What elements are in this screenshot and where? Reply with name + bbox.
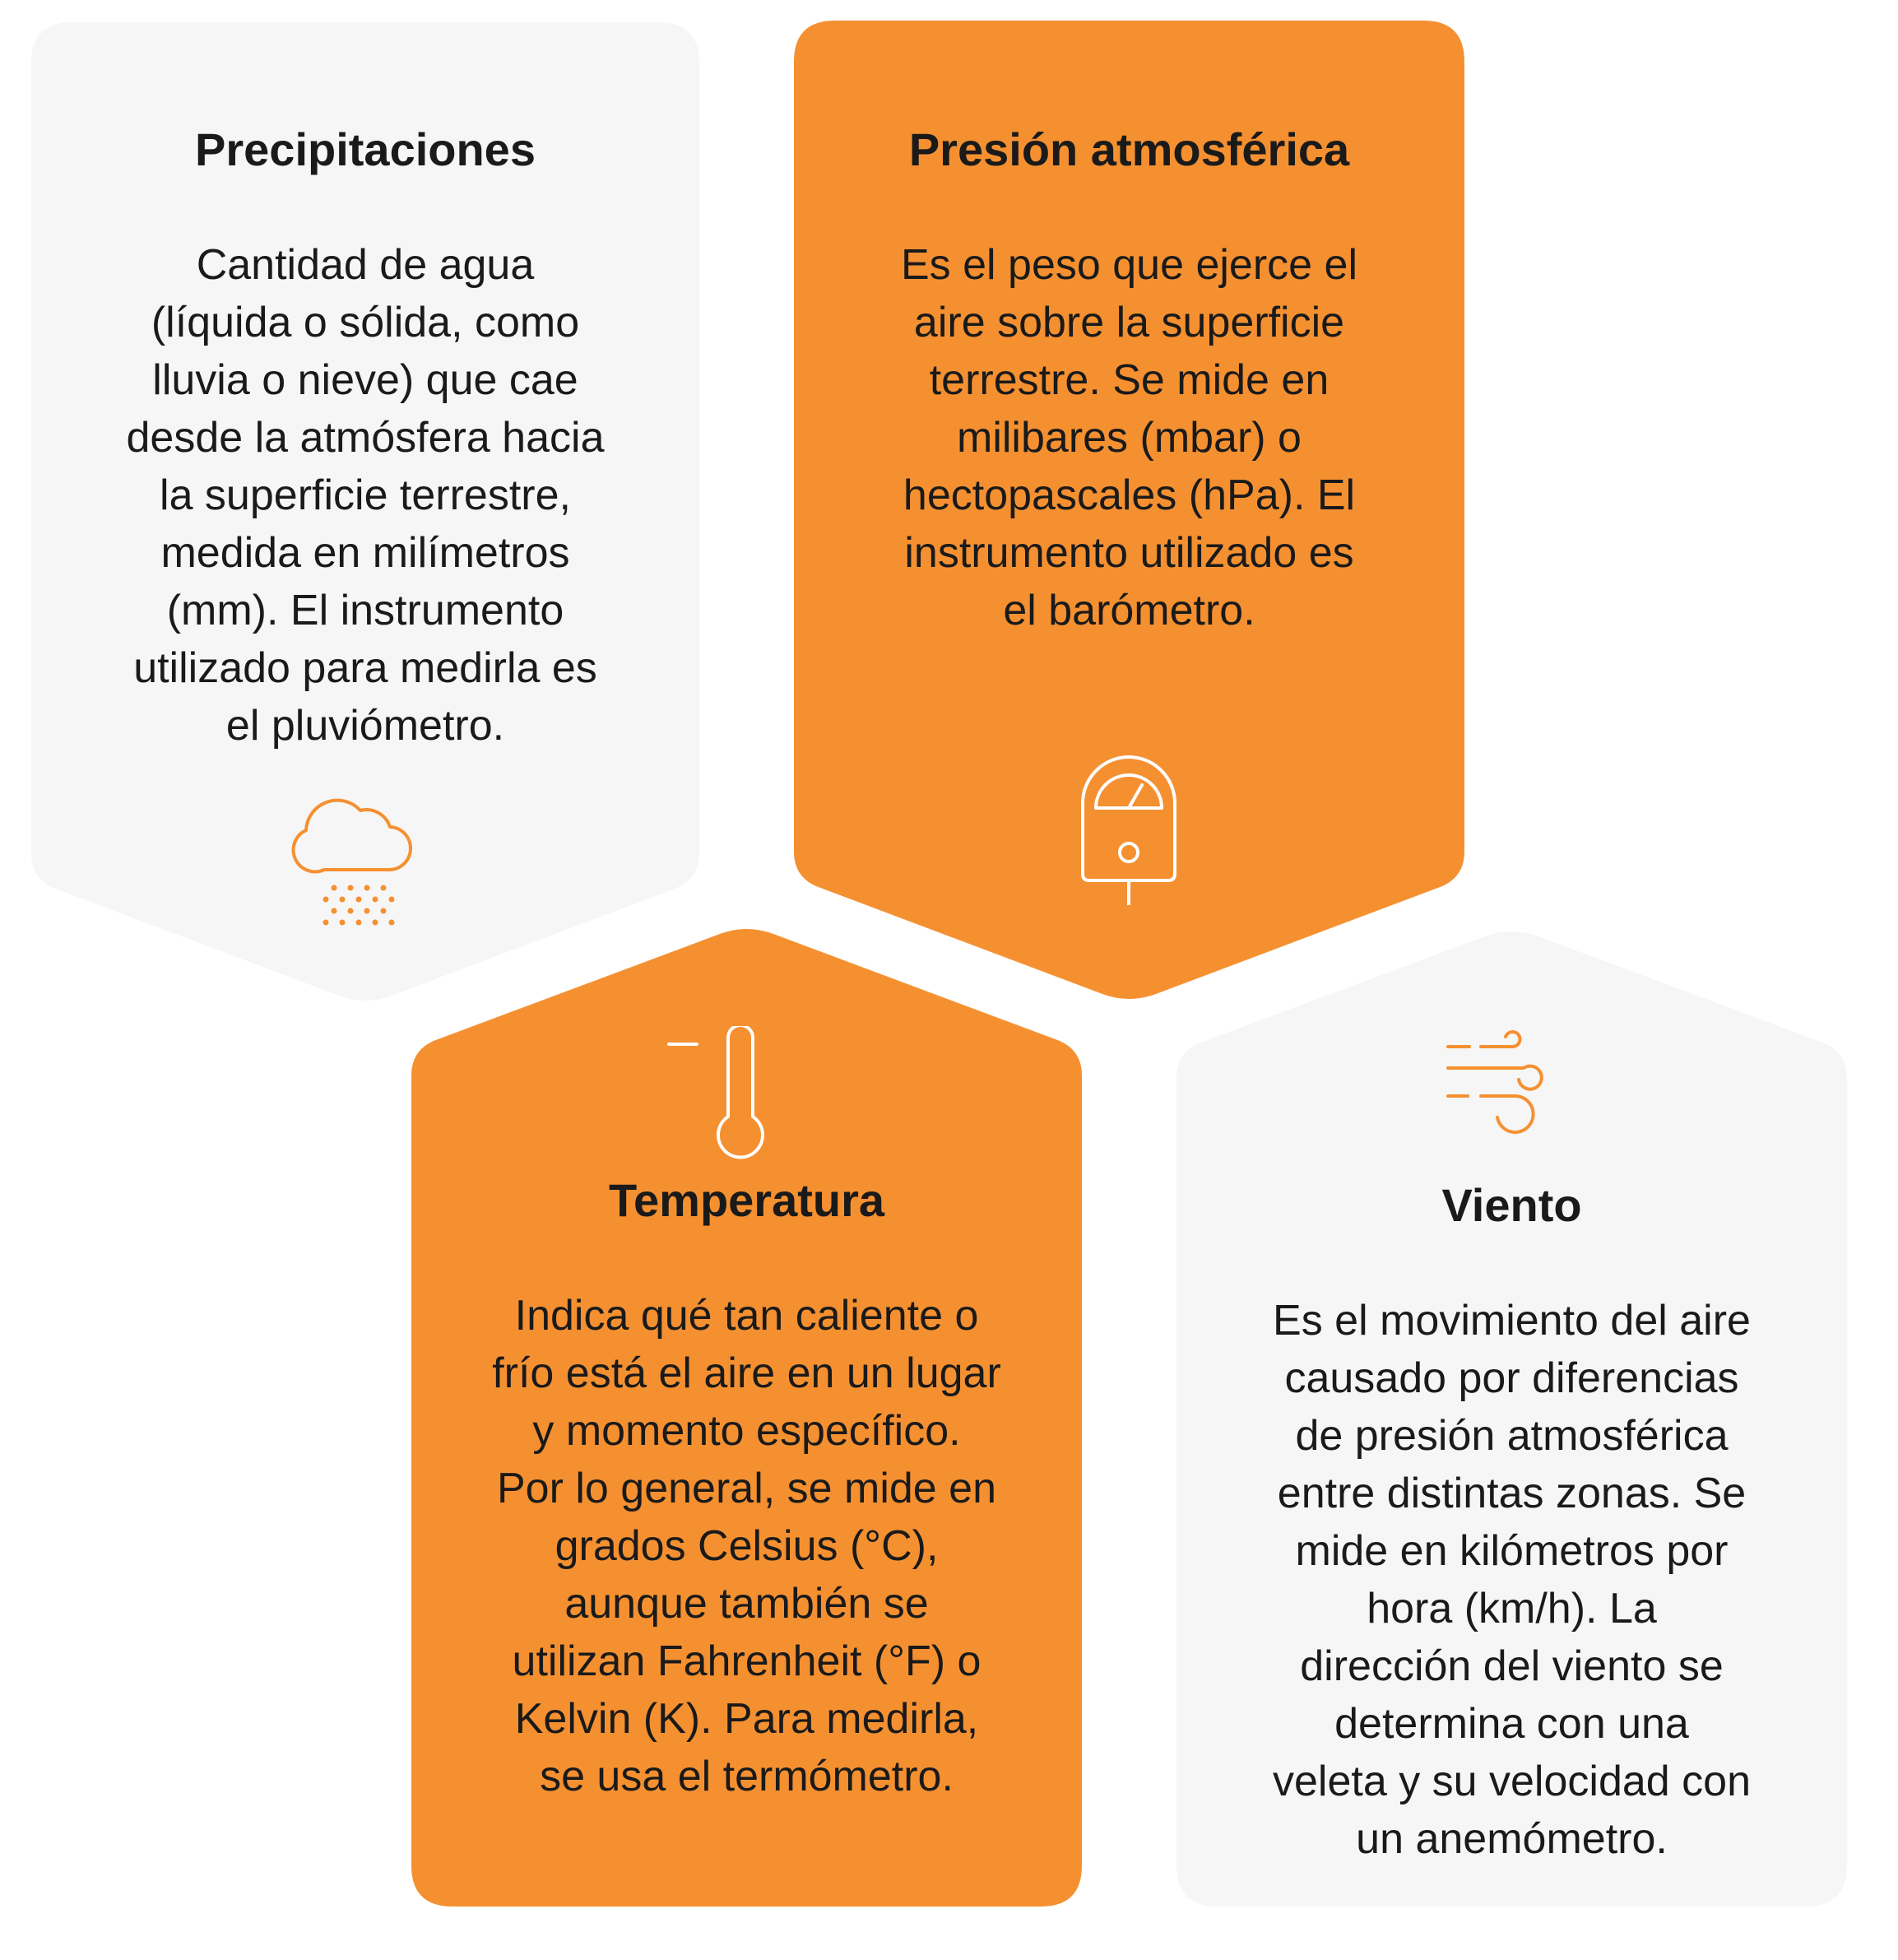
card-title: Presión atmosférica	[908, 123, 1350, 175]
card-title: Temperatura	[608, 1174, 885, 1226]
card-presion-atmosferica	[794, 21, 1464, 1002]
card-title: Precipitaciones	[195, 123, 536, 175]
wind-icon	[1440, 1029, 1563, 1144]
card-precipitaciones	[31, 22, 699, 1003]
card-description: Es el peso que ejerce el aire sobre la superficie terrestre. Se mide en milibares (mbar) o hectopascales (hPa). El instrumento utilizado es el barómetro.	[900, 241, 1357, 634]
card-description: Cantidad de agua (líquida o sólida, como lluvia o nieve) que cae desde la atmósfera hacia la superficie terrestre, medida en milímetros (mm). El instrumento utilizado para medirla es el pluviómetro.	[126, 241, 605, 750]
card-description: Es el movimiento del aire causado por diferencias de presión atmosférica entre distintas zonas. Se mide en kilómetros por hora (km/h). La dirección del viento se determina con una veleta y su velocidad con un anemómetro.	[1272, 1297, 1751, 1863]
card-title: Viento	[1441, 1179, 1582, 1231]
card-temperatura	[411, 927, 1082, 1907]
card-description: Indica qué tan caliente o frío está el aire en un lugar y momento específico. Por lo general, se mide en grados Celsius (°C), aunque también se utilizan Fahrenheit (°F) o Kelvin (K). Para medirla, se usa el termómetro.	[492, 1292, 1001, 1800]
card-viento	[1176, 930, 1847, 1907]
thermometer-icon	[662, 1026, 777, 1166]
barometer-icon	[1071, 749, 1186, 913]
rain-cloud-icon	[291, 779, 423, 927]
